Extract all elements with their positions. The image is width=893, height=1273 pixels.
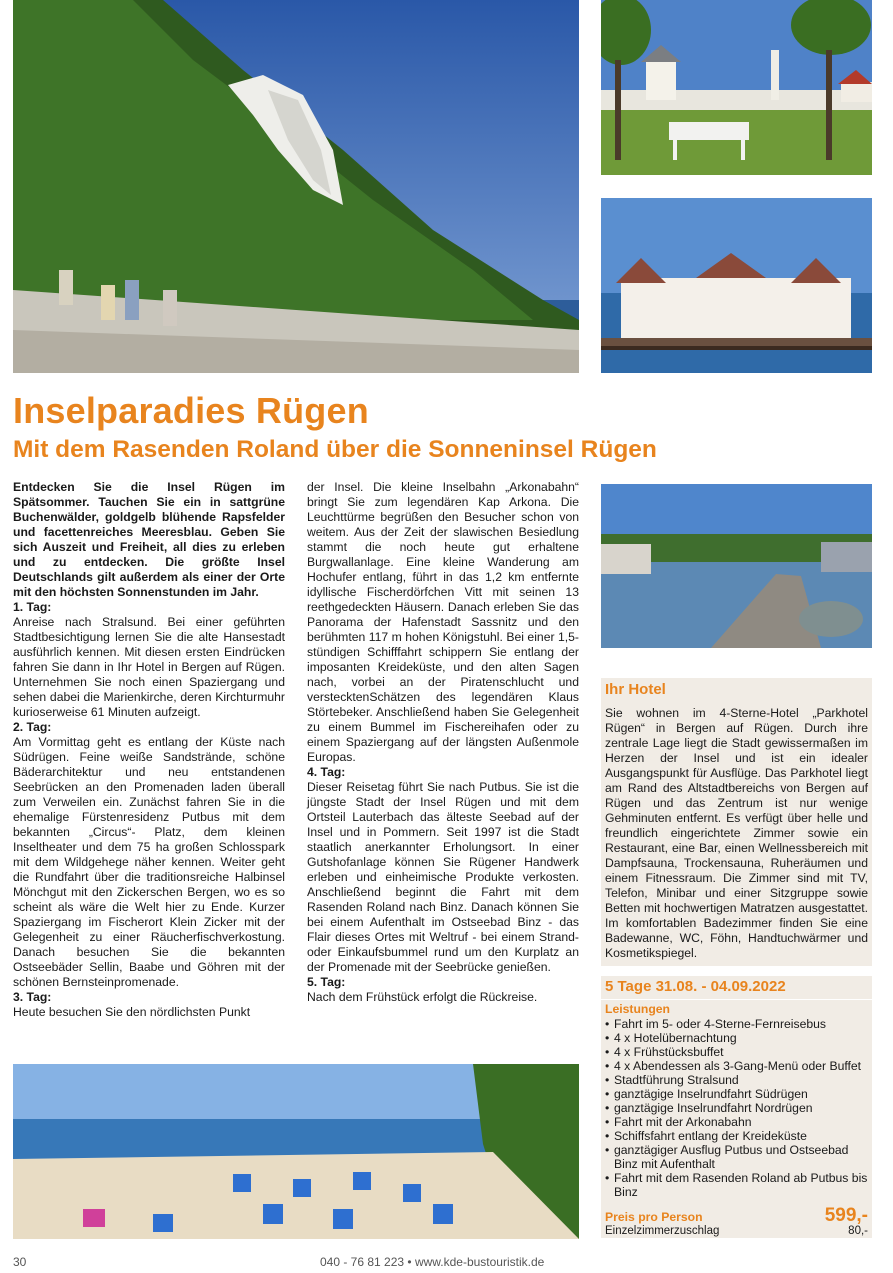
list-item: • ganztägige Inselrundfahrt Südrügen <box>605 1087 868 1101</box>
text-column-middle <box>307 480 579 1005</box>
day-text: der Insel. Die kleine Inselbahn „Arkonabahn“ bringt Sie zum legendären Kap Arkona. Die Leuchttürme begrüßen den Besucher schon von weitem. Aus der Zeit der slawischen Besiedlung stammt die noch heute gut erhaltene Burgwallanlage. Eine kleine Wanderung am Hochufer entlang, führt in das 1,2 km entfernte idyllische Fischerdörfchen Vitt mit seinen 13 reethgedeckten Häusern. Danach erleben Sie das Panorama der Hafenstadt Sassnitz und den berühmten 117 m hohen Königstuhl. Bei einer 1,5-stündigen Schifffahrt schippern Sie entlang der imposanten Kreideküste, und den alten Sagen nach, vorbei an der Piratenschlucht und verstecktenSchätzen des legendären Klaus Störtebeker. Anschließend haben Sie Gelegenheit zu einem Bummel im Fischereihafen oder zu einem Spaziergang auf der längsten Außenmole Europas. <box>307 480 579 764</box>
page-number: 30 <box>13 1255 27 1269</box>
services-heading: Leistungen <box>605 1002 671 1016</box>
single-room-value: 80,- <box>848 1225 868 1237</box>
day-heading: 5. Tag: <box>307 975 346 989</box>
day-heading: 3. Tag: <box>13 990 52 1004</box>
text-column-left <box>13 480 285 1020</box>
list-item: • Schiffsfahrt entlang der Kreideküste <box>605 1129 868 1143</box>
price-value: 599,- <box>824 1205 868 1226</box>
list-item: • Fahrt mit der Arkonabahn <box>605 1115 868 1129</box>
photo-putbus-circus-park <box>601 0 872 175</box>
intro-text: Entdecken Sie die Insel Rügen im Spätsommer. Tauchen Sie ein in sattgrüne Buchenwälder, goldgelb blühende Rapsfelder und facettenreiches Meeresblau. Geben Sie sich Auszeit und Freiheit, all dies zu erleben und zu entdecken. Die größte Insel Deutschlands gilt außerdem als einer der Orte mit den höchsten Sonnenstunden im Jahr. <box>13 480 285 599</box>
day-heading: 4. Tag: <box>307 765 346 779</box>
footer-contact: 040 - 76 81 223 • www.kde-bustouristik.de <box>320 1255 545 1269</box>
list-item: • 4 x Abendessen als 3-Gang-Menü oder Buffet <box>605 1059 868 1073</box>
day-heading: 1. Tag: <box>13 600 52 614</box>
page-title: Inselparadies Rügen <box>13 390 369 431</box>
single-room-row <box>601 1225 872 1239</box>
single-room-label: Einzelzimmerzuschlag <box>605 1225 720 1237</box>
divider <box>601 999 872 1000</box>
day-text: Nach dem Frühstück erfolgt die Rückreise. <box>307 990 538 1004</box>
list-item: • 4 x Hotelübernachtung <box>605 1031 868 1045</box>
page-subtitle: Mit dem Rasenden Roland über die Sonneninsel Rügen <box>13 436 657 463</box>
day-text: Anreise nach Stralsund. Bei einer geführten Stadtbesichtigung lernen Sie die alte Hansestadt ausführlich kennen. Mit diesen ersten Eindrücken fahren Sie dann in Ihr Hotel in Bergen auf Rügen. Unternehmen Sie noch einen Spaziergang und sehen dabei die Marienkirche, deren Kirchturmuhr kurioserweise 61 Minuten aufzeigt. <box>13 615 285 719</box>
trip-dates: 5 Tage 31.08. - 04.09.2022 <box>605 978 786 995</box>
day-text: Dieser Reisetag führt Sie nach Putbus. Sie ist die jüngste Stadt der Insel Rügen und mit dem Ortsteil Lauterbach das älteste Seebad auf der Insel und in Pommern. Seit 1997 ist die Stadt staatlich anerkannter Erholungsort. In einer Gutshofanlage können Sie Rügener Handwerk erleben und einheimische Produkte verkosten. Anschließend beginnt die Fahrt mit dem Rasenden Roland nach Binz. Danach können Sie bei einem Aufenthalt im Ostseebad Binz - das Flair dieses Ortes mit Weltruf - bei einem Strand- oder Einkaufsbummel rund um den Kurplatz an der Promenade mit der Seebrücke genießen. <box>307 780 579 974</box>
list-item: • 4 x Frühstücksbuffet <box>605 1045 868 1059</box>
list-item: • Stadtführung Stralsund <box>605 1073 868 1087</box>
list-item: • Fahrt im 5- oder 4-Sterne-Fernreisebus <box>605 1017 868 1031</box>
trip-info-box <box>601 976 872 1238</box>
day-text: Heute besuchen Sie den nördlichsten Punkt <box>13 1005 251 1019</box>
price-row <box>601 1205 872 1225</box>
photo-harbor-jetty <box>601 484 872 648</box>
day-text: Am Vormittag geht es entlang der Küste nach Südrügen. Feine weiße Sandstrände, schöne Bäderarchitektur und neu entstandenen Seebrücken an den Promenaden laden überall zum Verweilen ein. Zunächst fahren Sie in die ehemalige Fürstenresidenz Putbus mit dem bekannten „Circus“- Platz, dem kleinen Inseltheater und dem 75 ha großen Schlosspark mit dem Wildgehege näher kennen. Weiter geht die Rundfahrt über die traditionsreiche Halbinsel Mönchgut mit den Zickerschen Bergen, wo es so scheint als wäre die Welt hier zu Ende. Kurzer Spaziergang im Fischerort Klein Zicker mit der Gelegenheit zu einer Räucherfischverkostung. Danach besuchen Sie die bekannten Ostseebäder Sellin, Baabe und Göhren mit der schönen Bernsteinpromenade. <box>13 735 285 989</box>
hotel-heading: Ihr Hotel <box>605 681 666 698</box>
day-heading: 2. Tag: <box>13 720 52 734</box>
photo-chalk-cliff-beach <box>13 0 579 373</box>
list-item: • Fahrt mit dem Rasenden Roland ab Putbus bis Binz <box>605 1171 868 1199</box>
photo-sellin-pier <box>601 198 872 373</box>
list-item: • ganztägiger Ausflug Putbus und Ostseebad Binz mit Aufenthalt <box>605 1143 868 1171</box>
services-list <box>605 1017 868 1199</box>
hotel-description: Sie wohnen im 4-Sterne-Hotel „Parkhotel Rügen“ in Bergen auf Rügen. Durch ihre zentrale Lage liegt die Stadt gewissermaßen im Herzen der Insel und ist ein idealer Ausgangspunkt für Ausflüge. Das Parkhotel liegt am Rand des Altstadtbereichs von Bergen auf Rügen und das Zentrum ist nur wenige Gehminuten entfernt. Es verfügt über helle und freundlich eingerichtete Zimmer sowie ein Restaurant, eine Bar, einen Wellnessbereich mit Dampfsauna, Trockensauna, Ruheräumen und einem Fitnessraum. Die Zimmer sind mit TV, Telefon, Minibar und einer Sitzgruppe sowie Betten mit hochwertigen Matratzen ausgestattet. Im komfortablen Badezimmer finden Sie eine Badewanne, WC, Föhn, Handtuchwärmer und Kosmetikspiegel. <box>605 706 868 960</box>
photo-beach-chairs <box>13 1064 579 1239</box>
price-label: Preis pro Person <box>605 1210 703 1224</box>
list-item: • ganztägige Inselrundfahrt Nordrügen <box>605 1101 868 1115</box>
hotel-info-box <box>601 678 872 966</box>
